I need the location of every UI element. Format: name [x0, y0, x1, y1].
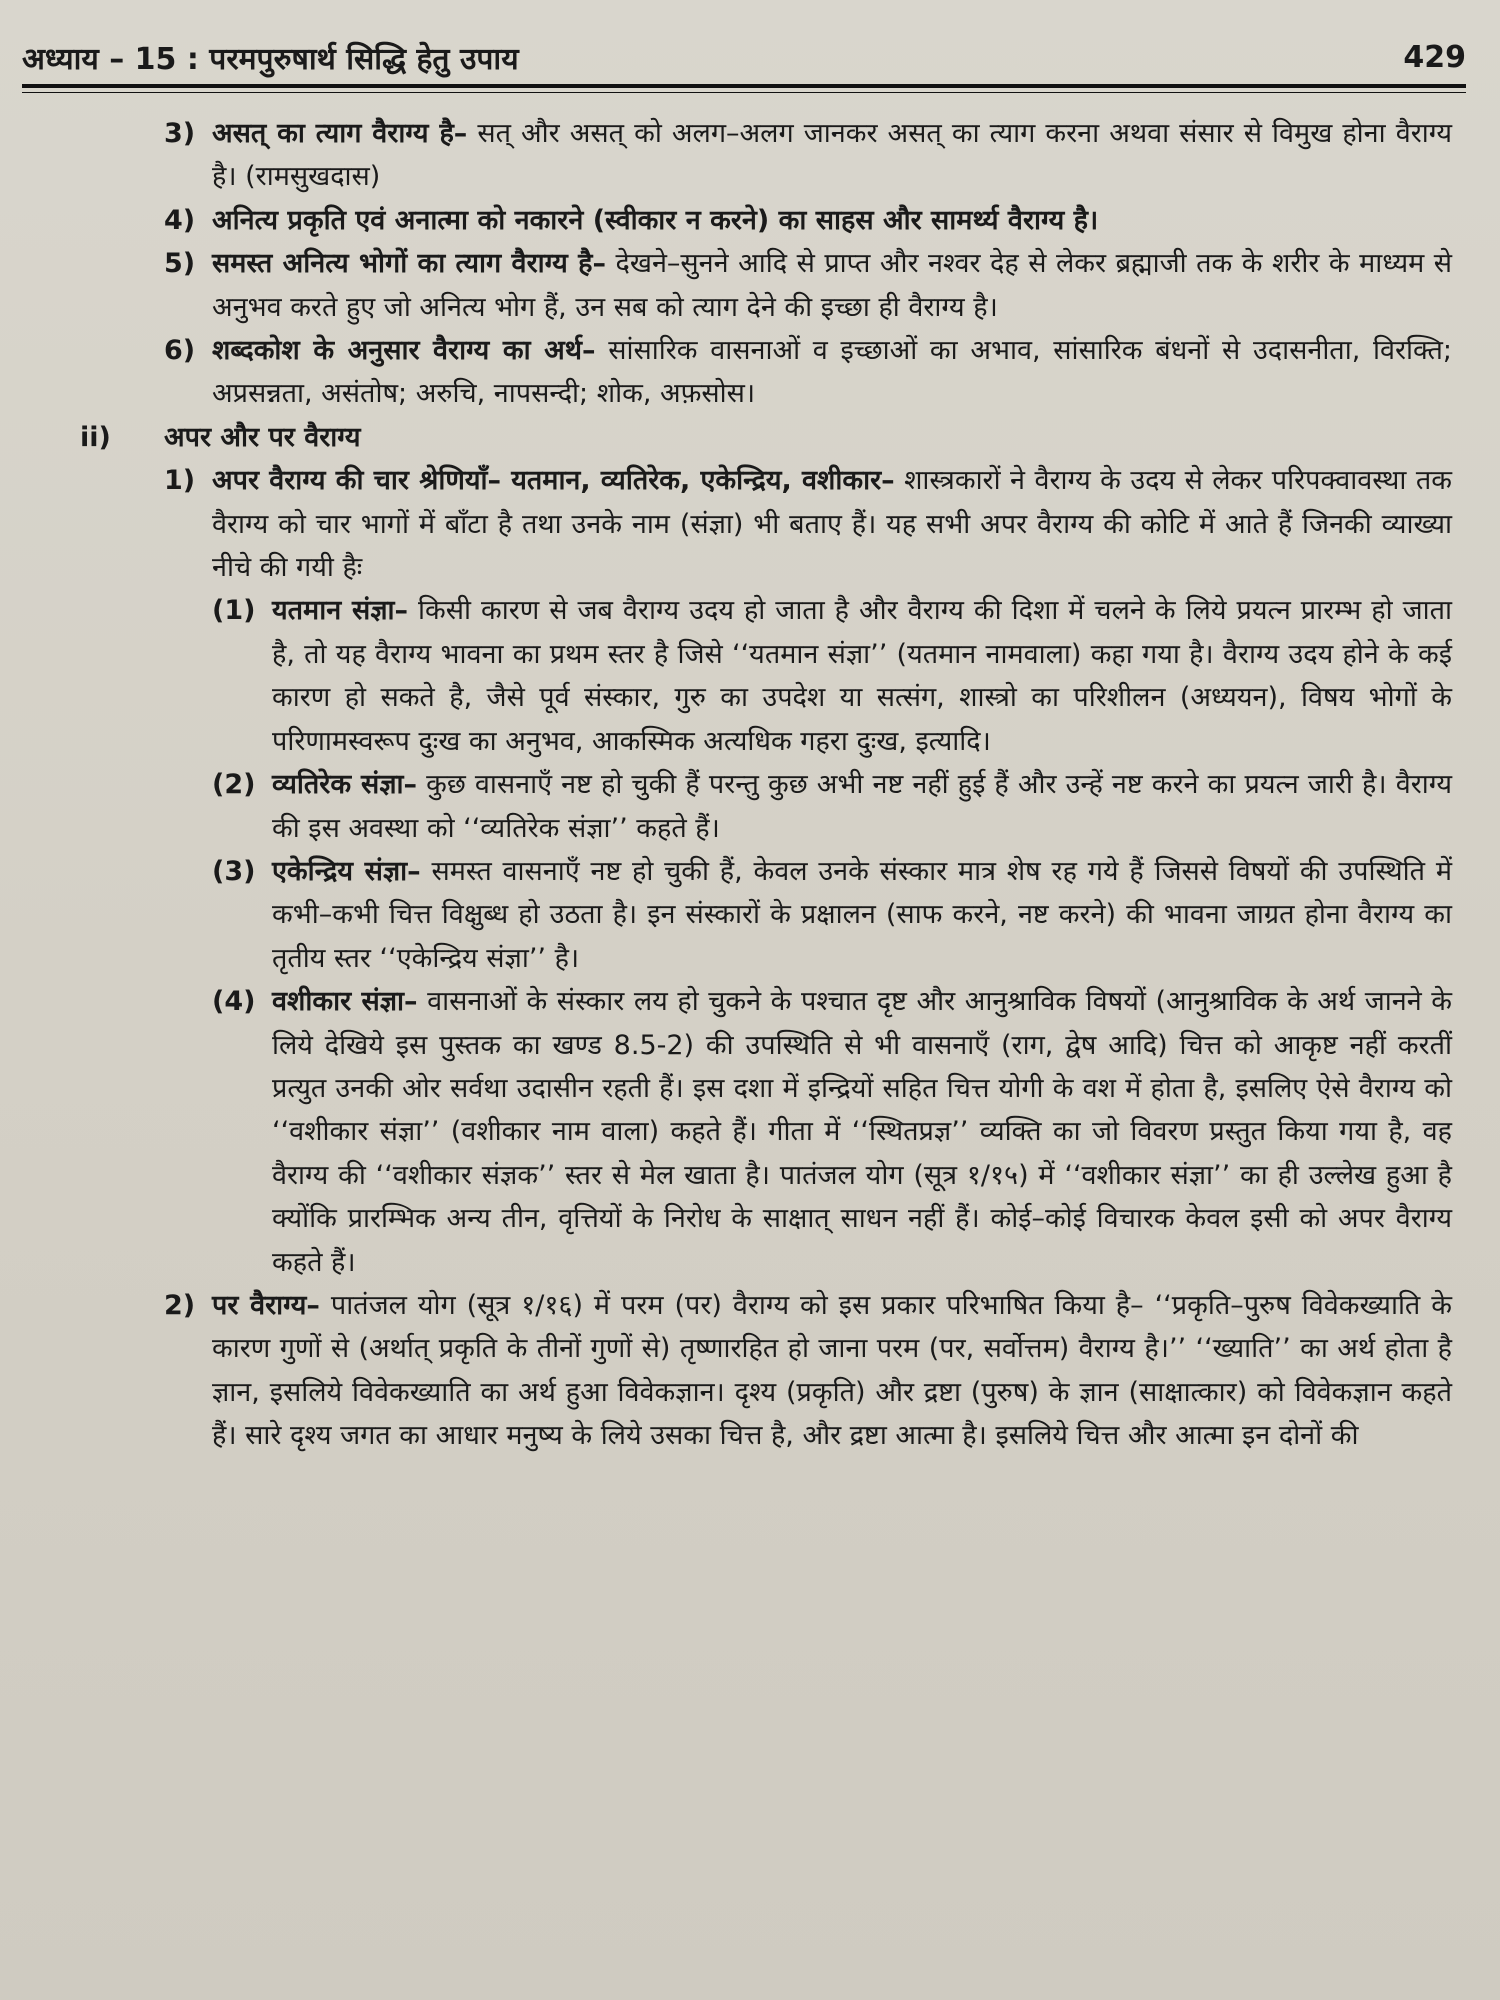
header-rule: [22, 84, 1466, 88]
item-number: (2): [212, 769, 256, 801]
item-text: समस्त वासनाएँ नष्ट हो चुकी हैं, केवल उनके संस्कार मात्र शेष रह गये हैं जिससे विषयों की उपस्थिति में कभी–कभी चित्त विक्षुब्ध हो उठता है। इन संस्कारों के प्रक्षालन (साफ करने, नष्ट करने) की भावना जाग्रत होना वैराग्य का तृतीय स्तर ‘‘एकेन्द्रिय संज्ञा’’ है।: [272, 855, 1452, 974]
running-header: [22, 28, 1466, 86]
item-heading: शब्दकोश के अनुसार वैराग्य का अर्थ–: [212, 335, 596, 367]
item-text: किसी कारण से जब वैराग्य उदय हो जाता है और वैराग्य की दिशा में चलने के लिये प्रयत्न प्रारम्भ हो जाता है, तो यह वैराग्य भावना का प्रथम स्तर है जिसे ‘‘यतमान संज्ञा’’ (यतमान नामवाला) कहा गया है। वैराग्य उदय होने के कई कारण हो सकते है, जैसे पूर्व संस्कार, गुरु का उपदेश या सत्संग, शास्त्रो का परिशीलन (अध्ययन), विषय भोगों के परिणामस्वरूप दुःख का अनुभव, आकस्मिक अत्यधिक गहरा दुःख, इत्यादि।: [272, 595, 1452, 757]
paragraph-5: [80, 242, 1452, 329]
section-title: अपर और पर वैराग्य: [164, 421, 361, 453]
item-text: सांसारिक वासनाओं व इच्छाओं का अभाव, सांसारिक बंधनों से उदासनीता, विरक्ति; अप्रसन्नता, असंतोष; अरुचि, नापसन्दी; शोक, अफ़सोस।: [212, 335, 1452, 410]
item-text: वासनाओं के संस्कार लय हो चुकने के पश्चात दृष्ट और आनुश्राविक विषयों (आनुश्राविक के अर्थ जानने के लिये देखिये इस पुस्तक का खण्ड 8.5-2) की उपस्थिति से भी वासनाएँ (राग, द्वेष आदि) चित्त को आकृष्ट नहीं करतीं प्रत्युत उनकी ओर सर्वथा उदासीन रहती हैं। इस दशा में इन्द्रियों सहित चित्त योगी के वश में होता है, इसलिए ऐसे वैराग्य को ‘‘वशीकार संज्ञा’’ (वशीकार नाम वाला) कहते हैं। गीता में ‘‘स्थितप्रज्ञ’’ व्यक्ति का जो विवरण प्रस्तुत किया गया है, वह वैराग्य की ‘‘वशीकार संज्ञक’’ स्तर से मेल खाता है। पातंजल योग (सूत्र १/१५) में ‘‘वशीकार संज्ञा’’ का ही उल्लेख हुआ है क्योंकि प्रारम्भिक अन्य तीन, वृत्तियों के निरोध के साक्षात् साधन नहीं हैं। कोई–कोई विचारक केवल इसी को अपर वैराग्य कहते हैं।: [272, 986, 1452, 1278]
subparagraph-vyatirek: [80, 763, 1452, 850]
item-text: पातंजल योग (सूत्र १/१६) में परम (पर) वैराग्य को इस प्रकार परिभाषित किया है– ‘‘प्रकृति–पुरुष विवेकख्याति के कारण गुणों से (अर्थात् प्रकृति के तीनों गुणों से) तृष्णारहित हो जाना परम (पर, सर्वोत्तम) वैराग्य है।’’ ‘‘ख्याति’’ का अर्थ होता है ज्ञान, इसलिये विवेकख्याति का अर्थ हुआ विवेकज्ञान। दृश्य (प्रकृति) और द्रष्टा (पुरुष) के ज्ञान (साक्षात्कार) को विवेकज्ञान कहते हैं। सारे दृश्य जगत का आधार मनुष्य के लिये उसका चित्त है, और द्रष्टा आत्मा है। इसलिये चित्त और आत्मा इन दोनों की: [212, 1289, 1452, 1452]
item-heading: वशीकार संज्ञा–: [272, 986, 418, 1018]
paragraph-apar-vairagya: [80, 459, 1452, 589]
paragraph-3: [80, 112, 1452, 199]
item-heading: यतमान संज्ञा–: [272, 595, 409, 627]
item-text: शास्त्रकारों ने वैराग्य के उदय से लेकर परिपक्वावस्था तक वैराग्य को चार भागों में बाँटा है तथा उनके नाम (संज्ञा) भी बताए हैं। यह सभी अपर वैराग्य की कोटि में आते हैं जिनकी व्याख्या नीचे की गयी हैः: [212, 465, 1452, 584]
chapter-title: अध्याय – 15 : परमपुरुषार्थ सिद्धि हेतु उपाय: [22, 41, 519, 77]
paragraph-4: [80, 199, 1452, 242]
section-number: ii): [80, 421, 111, 453]
item-number: 4): [164, 204, 196, 236]
item-heading: समस्त अनित्य भोगों का त्याग वैराग्य है–: [212, 248, 607, 280]
item-heading: असत् का त्याग वैराग्य है–: [212, 118, 468, 149]
subparagraph-ekendriya: [80, 850, 1452, 980]
item-number: (1): [212, 595, 256, 627]
item-number: (3): [212, 855, 256, 887]
item-number: 3): [164, 118, 196, 149]
section-heading: [80, 416, 1452, 459]
item-heading: व्यतिरेक संज्ञा–: [272, 769, 418, 801]
subparagraph-yatman: [80, 589, 1452, 763]
paragraph-par-vairagya: [80, 1284, 1452, 1458]
item-number: 2): [164, 1289, 196, 1321]
item-heading: एकेन्द्रिय संज्ञा–: [272, 855, 421, 887]
item-number: (4): [212, 986, 256, 1018]
item-number: 5): [164, 248, 196, 280]
header-rule-thin: [22, 92, 1466, 93]
item-text: सत् और असत् को अलग–अलग जानकर असत् का त्याग करना अथवा संसार से विमुख होना वैराग्य है। (रामसुखदास): [212, 118, 1452, 193]
item-text: देखने–सुनने आदि से प्राप्त और नश्वर देह से लेकर ब्रह्माजी तक के शरीर के माध्यम से अनुभव करते हुए जो अनित्य भोग हैं, उन सब को त्याग देने की इच्छा ही वैराग्य है।: [212, 248, 1453, 323]
item-heading: अपर वैराग्य की चार श्रेणियाँ– यतमान, व्यतिरेक, एकेन्द्रिय, वशीकार–: [212, 465, 895, 497]
item-heading: पर वैराग्य–: [212, 1289, 320, 1321]
item-number: 6): [164, 335, 196, 367]
item-heading: अनित्य प्रकृति एवं अनात्मा को नकारने (स्वीकार न करने) का साहस और सामर्थ्य वैराग्य है।: [212, 204, 1099, 236]
item-text: कुछ वासनाएँ नष्ट हो चुकी हैं परन्तु कुछ अभी नष्ट नहीं हुई हैं और उन्हें नष्ट करने का प्रयत्न जारी है। वैराग्य की इस अवस्था को ‘‘व्यतिरेक संज्ञा’’ कहते हैं।: [272, 769, 1452, 844]
subparagraph-vashikar: [80, 980, 1452, 1284]
item-number: 1): [164, 465, 196, 497]
page-number: 429: [1403, 39, 1466, 75]
page-body: [80, 112, 1452, 1458]
paragraph-6: [80, 329, 1452, 416]
